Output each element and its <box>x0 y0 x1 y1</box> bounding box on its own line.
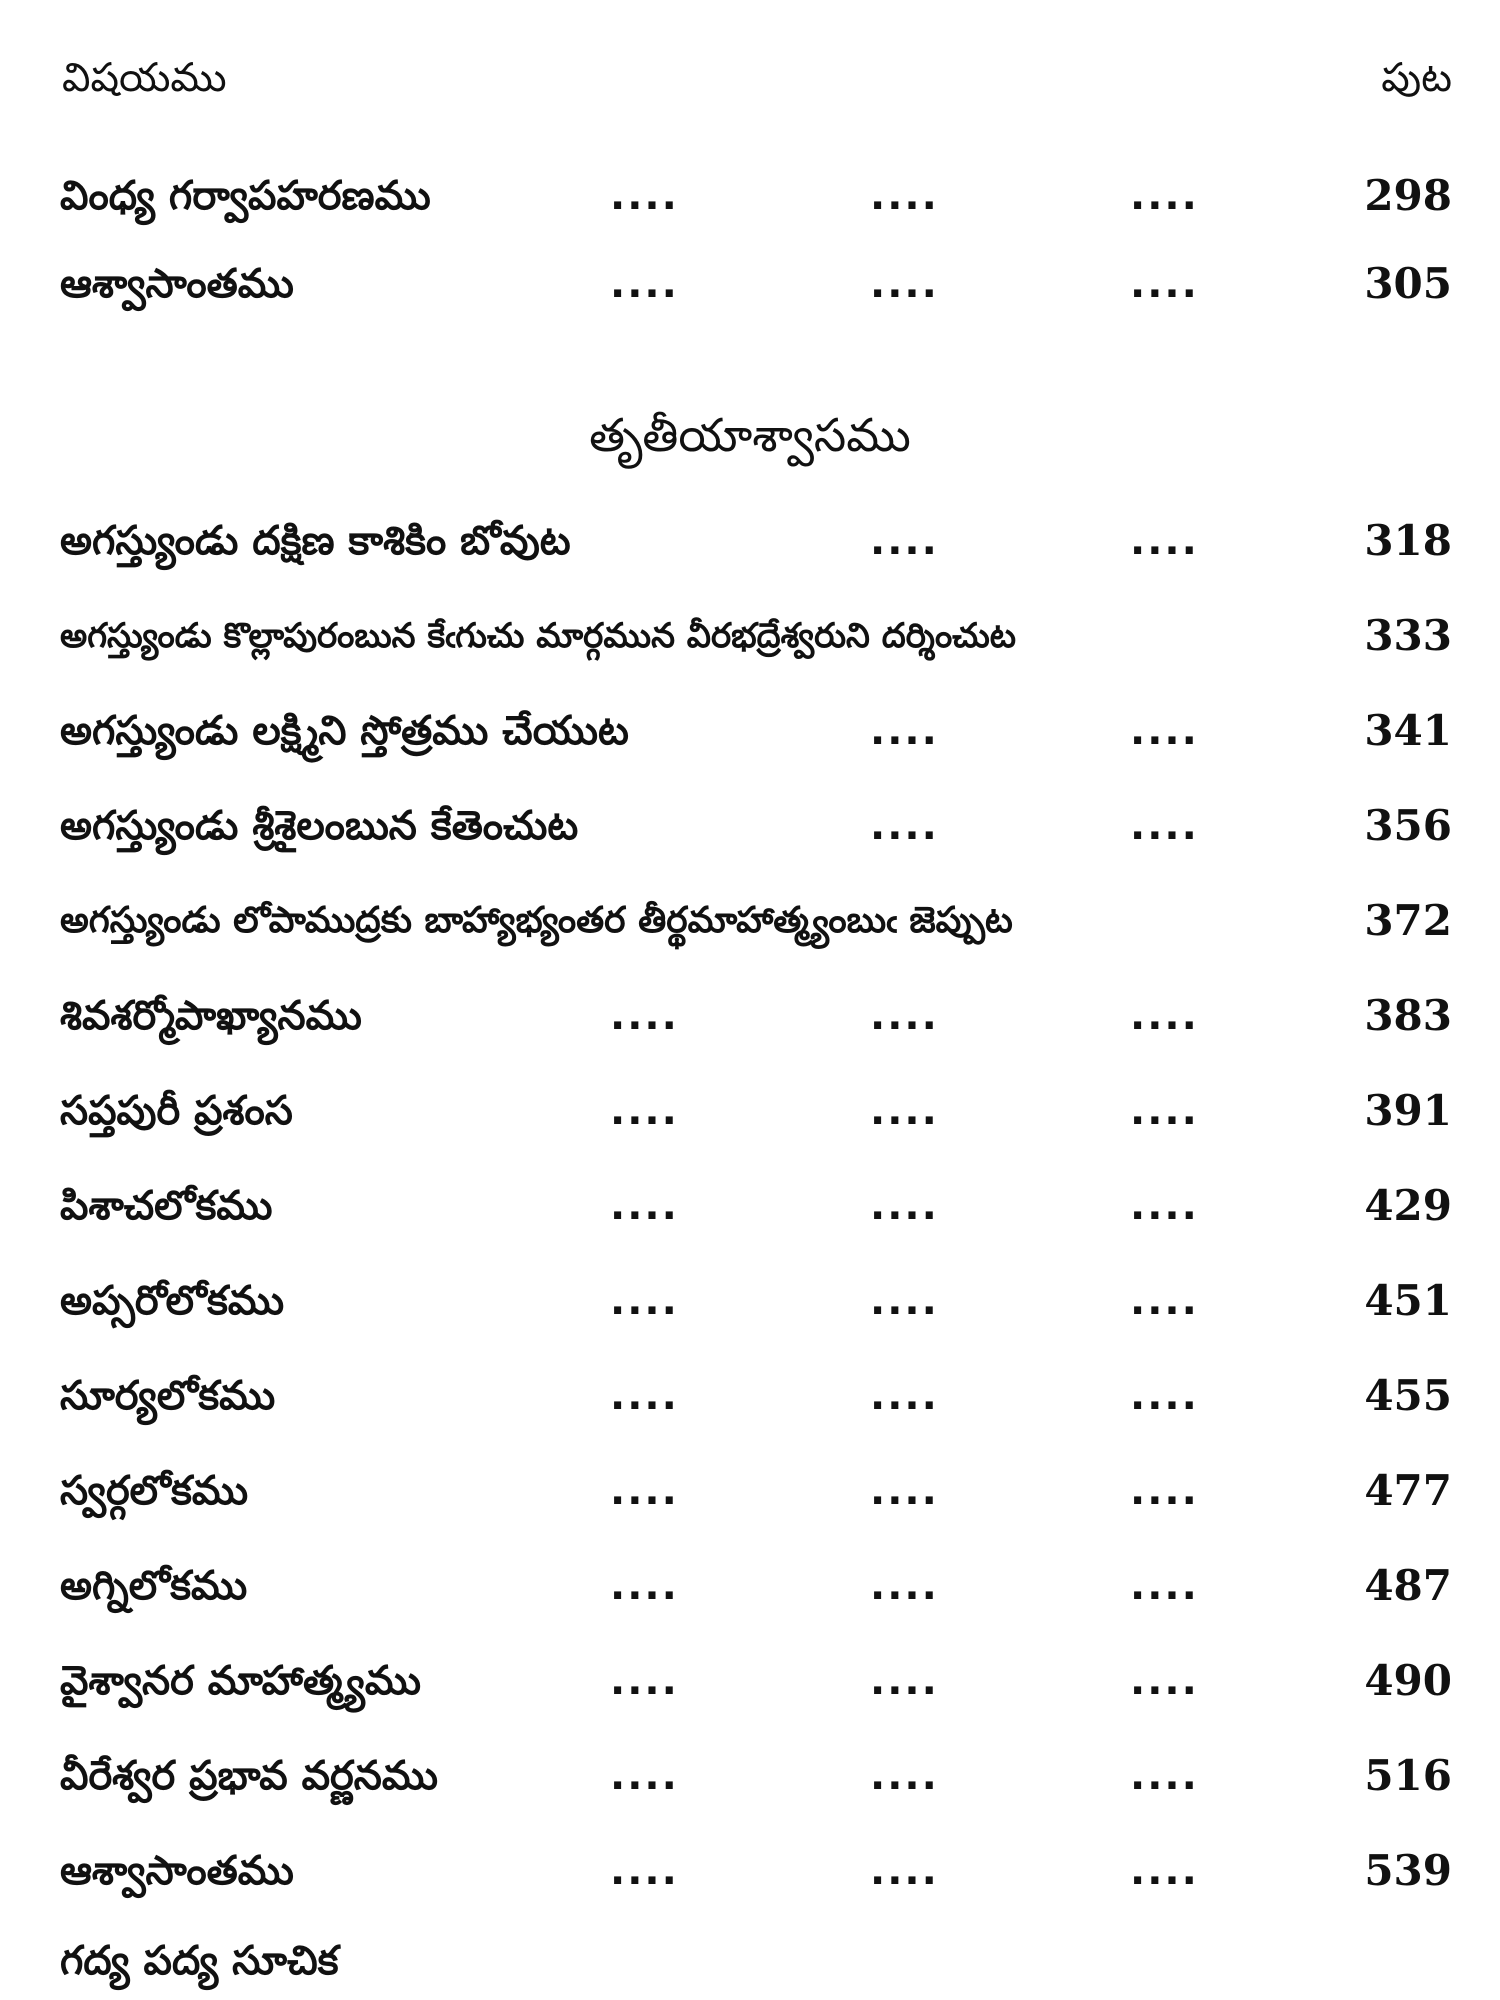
toc-page-number: 477 <box>1364 1466 1452 1515</box>
leader-dots: .... <box>870 1468 939 1514</box>
leader-dots: .... <box>870 1563 939 1609</box>
leader-dots: .... <box>870 1373 939 1419</box>
leader-dots: .... <box>1130 708 1199 754</box>
toc-page-number: 318 <box>1364 516 1452 565</box>
toc-row <box>0 1455 1500 1525</box>
leader-dots: .... <box>1130 1563 1199 1609</box>
toc-entry-title: ఆశ్వాసాంతము <box>60 1848 294 1894</box>
toc-page-number: 372 <box>1364 896 1452 945</box>
toc-entry-title: శివశర్మోపాఖ్యానము <box>60 993 362 1039</box>
toc-page-number: 383 <box>1364 991 1452 1040</box>
toc-row <box>0 1645 1500 1715</box>
toc-row <box>0 1835 1500 1905</box>
toc-page-number: 516 <box>1364 1751 1452 1800</box>
toc-entry-title: అగ్నిలోకము <box>60 1563 248 1609</box>
toc-page-number: 455 <box>1364 1371 1452 1420</box>
toc-row <box>0 790 1500 860</box>
toc-row <box>0 505 1500 575</box>
leader-dots: .... <box>870 173 939 219</box>
leader-dots: .... <box>1130 1468 1199 1514</box>
leader-dots: .... <box>1130 1848 1199 1894</box>
toc-row <box>0 600 1500 670</box>
toc-row <box>0 160 1500 230</box>
leader-dots: .... <box>870 1658 939 1704</box>
toc-entry-title: అగస్త్యుండు దక్షిణ కాశికిం బోవుట <box>60 518 571 564</box>
toc-entry-title: గద్య పద్య సూచిక <box>60 1938 339 1984</box>
toc-entry-title: వీరేశ్వర ప్రభావ వర్ణనము <box>60 1753 439 1799</box>
toc-page-number: 490 <box>1364 1656 1452 1705</box>
leader-dots: .... <box>870 708 939 754</box>
toc-row <box>0 1170 1500 1240</box>
toc-page-number: 333 <box>1364 611 1452 660</box>
toc-entry-title: పిశాచలోకము <box>60 1183 273 1229</box>
leader-dots: .... <box>610 1468 679 1514</box>
toc-row <box>0 1075 1500 1145</box>
toc-page-number: 429 <box>1364 1181 1452 1230</box>
toc-row <box>0 980 1500 1050</box>
leader-dots: .... <box>1130 518 1199 564</box>
leader-dots: .... <box>610 173 679 219</box>
toc-row <box>0 885 1500 955</box>
toc-entry-title: అప్సరోలోకము <box>60 1278 285 1324</box>
toc-page-number: 356 <box>1364 801 1452 850</box>
toc-row <box>0 1925 1500 1995</box>
toc-page-number: 298 <box>1364 171 1452 220</box>
section-title: తృతీయాశ్వాసము <box>589 408 911 462</box>
leader-dots: .... <box>870 261 939 307</box>
leader-dots: .... <box>1130 261 1199 307</box>
toc-entry-title: అగస్త్యుండు లక్ష్మిని స్తోత్రము చేయుట <box>60 708 629 754</box>
toc-entry-title: అగస్త్యుండు లోపాముద్రకు బాహ్యాభ్యంతర తీర్థమాహాత్మ్యంబుఁ జెప్పుట <box>60 900 1013 941</box>
leader-dots: .... <box>870 1183 939 1229</box>
toc-entry-title: సప్తపురీ ప్రశంస <box>60 1088 293 1134</box>
leader-dots: .... <box>610 1088 679 1134</box>
toc-page-number: 305 <box>1364 259 1452 308</box>
leader-dots: .... <box>1130 1278 1199 1324</box>
toc-page-number: 451 <box>1364 1276 1452 1325</box>
leader-dots: .... <box>870 1278 939 1324</box>
toc-row <box>0 248 1500 318</box>
leader-dots: .... <box>610 1278 679 1324</box>
toc-row <box>0 1740 1500 1810</box>
toc-row <box>0 695 1500 765</box>
leader-dots: .... <box>1130 1658 1199 1704</box>
toc-entry-title: స్వర్గలోకము <box>60 1468 249 1514</box>
leader-dots: .... <box>1130 803 1199 849</box>
leader-dots: .... <box>1130 1373 1199 1419</box>
toc-entry-title: అగస్త్యుండు శ్రీశైలంబున కేతెంచుట <box>60 803 579 849</box>
leader-dots: .... <box>870 803 939 849</box>
leader-dots: .... <box>870 1088 939 1134</box>
column-header-page: పుట <box>1381 55 1452 101</box>
toc-entry-title: ఆశ్వాసాంతము <box>60 261 294 307</box>
toc-entry-title: సూర్యలోకము <box>60 1373 276 1419</box>
leader-dots: .... <box>610 993 679 1039</box>
toc-page-number: 539 <box>1364 1846 1452 1895</box>
leader-dots: .... <box>870 518 939 564</box>
leader-dots: .... <box>610 1848 679 1894</box>
leader-dots: .... <box>1130 1183 1199 1229</box>
leader-dots: .... <box>870 1753 939 1799</box>
leader-dots: .... <box>610 1658 679 1704</box>
toc-row <box>0 1550 1500 1620</box>
toc-entry-title: అగస్త్యుండు కొల్లాపురంబున కేఁగుచు మార్గమున వీరభద్రేశ్వరుని దర్శించుట <box>60 616 1017 656</box>
toc-page-number: 487 <box>1364 1561 1452 1610</box>
toc-row <box>0 1265 1500 1335</box>
toc-page-number: 341 <box>1364 706 1452 755</box>
leader-dots: .... <box>610 1373 679 1419</box>
leader-dots: .... <box>610 1753 679 1799</box>
leader-dots: .... <box>1130 1753 1199 1799</box>
leader-dots: .... <box>870 993 939 1039</box>
leader-dots: .... <box>610 1183 679 1229</box>
leader-dots: .... <box>1130 173 1199 219</box>
toc-entry-title: వింధ్య గర్వాపహరణము <box>60 173 431 219</box>
toc-page-number: 391 <box>1364 1086 1452 1135</box>
leader-dots: .... <box>870 1848 939 1894</box>
leader-dots: .... <box>610 1563 679 1609</box>
toc-row <box>0 1360 1500 1430</box>
leader-dots: .... <box>610 261 679 307</box>
column-header-subject: విషయము <box>62 55 227 101</box>
toc-entry-title: వైశ్వానర మాహాత్మ్యము <box>60 1658 422 1704</box>
leader-dots: .... <box>1130 993 1199 1039</box>
leader-dots: .... <box>1130 1088 1199 1134</box>
